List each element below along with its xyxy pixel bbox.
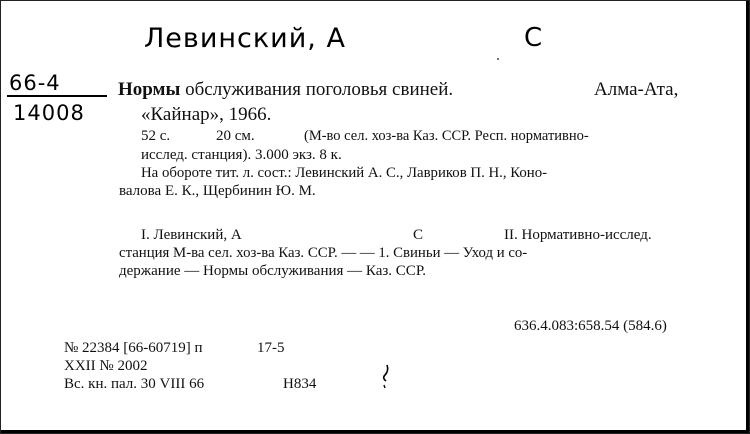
series-line-1: (М-во сел. хоз-ва Каз. ССР. Респ. нормативно-	[304, 128, 589, 144]
publisher-year: «Кайнар», 1966.	[141, 104, 272, 125]
tracing-line-3: держание — Нормы обслуживания — Каз. ССР.	[119, 263, 427, 279]
shelfmark-underline	[7, 95, 107, 97]
footer-index: Н834	[283, 376, 317, 392]
tracing-letter: С	[413, 227, 424, 243]
footer-chamber-date: Вс. кн. пал. 30 VIII 66	[64, 376, 205, 392]
title-line	[118, 79, 453, 101]
classification-number: 636.4.083:658.54 (584.6)	[514, 318, 667, 334]
card-right-edge	[746, 1, 749, 433]
physical-description: 52 с.	[141, 128, 171, 144]
footer-order-number: № 22384 [66-60719] п	[64, 340, 203, 356]
place: Алма-Ата,	[594, 79, 679, 100]
handwritten-author: Левинский, А	[144, 23, 346, 54]
tracing-author: I. Левинский, А	[141, 227, 242, 243]
card-bottom-edge	[1, 430, 749, 433]
note-line-2: валова Е. К., Щербинин Ю. М.	[119, 183, 316, 199]
note-line-1: На обороте тит. л. сост.: Левинский А. С., Лавриков П. Н., Коно-	[141, 165, 548, 181]
title-bold: Нормы	[118, 79, 181, 100]
tracing-line-2: станция М-ва сел. хоз-ва Каз. ССР. — — 1. Свиньи — Уход и со-	[119, 245, 528, 261]
title-rest: обслуживания поголовья свиней.	[185, 79, 454, 100]
pen-mark	[377, 361, 393, 391]
size: 20 см.	[216, 128, 255, 144]
series-line-2: исслед. станция). 3.000 экз. 8 к.	[141, 147, 342, 163]
footer-line-2: XXII № 2002	[64, 358, 148, 374]
dot-mark	[495, 56, 501, 62]
footer-code: 17-5	[257, 340, 285, 356]
tracing-institution: II. Нормативно-исслед.	[504, 227, 652, 243]
handwritten-letter: С	[524, 23, 544, 53]
handwritten-shelfmark-top: 66-4	[9, 71, 61, 95]
handwritten-shelfmark-bottom: 14008	[13, 101, 85, 125]
